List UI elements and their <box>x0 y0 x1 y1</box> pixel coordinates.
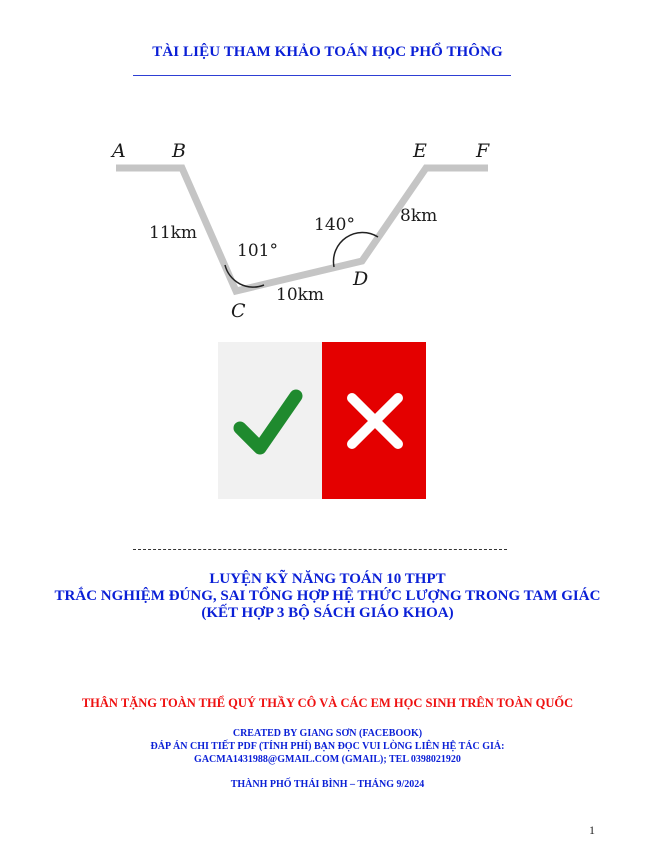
place-date: THÀNH PHỐ THÁI BÌNH – THÁNG 9/2024 <box>230 779 425 790</box>
header-rule <box>133 75 511 76</box>
segment-label-bc: 11km <box>149 223 198 243</box>
point-label-c: C <box>231 300 246 322</box>
dashed-divider <box>133 549 507 550</box>
point-label-b: B <box>172 140 186 162</box>
dedication-text: THÂN TẶNG TOÀN THỂ QUÝ THẦY CÔ VÀ CÁC EM HỌC SINH TRÊN TOÀN QUỐC <box>81 696 574 710</box>
cross-icon <box>322 342 426 499</box>
credit-contact: GACMA1431988@GMAIL.COM (GMAIL); TEL 0398021920 <box>194 754 461 765</box>
document-title <box>0 571 655 622</box>
point-label-f: F <box>476 140 490 162</box>
title-line-2: TRẮC NGHIỆM ĐÚNG, SAI TỔNG HỢP HỆ THỨC LƯỢNG TRONG TAM GIÁC <box>54 588 601 604</box>
check-icon <box>218 342 322 499</box>
segment-label-de: 8km <box>400 206 438 226</box>
true-panel <box>218 342 322 499</box>
false-panel <box>322 342 426 499</box>
angle-label-d: 140° <box>314 215 355 235</box>
true-false-graphic <box>218 342 426 499</box>
path-diagram <box>100 130 520 330</box>
segment-label-cd: 10km <box>276 285 325 305</box>
point-label-d: D <box>353 268 369 290</box>
credits-block <box>0 727 655 766</box>
header-title: TÀI LIỆU THAM KHẢO TOÁN HỌC PHỔ THÔNG <box>152 44 503 60</box>
point-label-a: A <box>112 140 126 162</box>
credit-answer-note: ĐÁP ÁN CHI TIẾT PDF (TÍNH PHÍ) BẠN ĐỌC VUI LÒNG LIÊN HỆ TÁC GIẢ: <box>150 741 505 752</box>
title-line-3: (KẾT HỢP 3 BỘ SÁCH GIÁO KHOA) <box>201 605 454 621</box>
page-number: 1 <box>589 823 595 837</box>
title-line-1: LUYỆN KỸ NĂNG TOÁN 10 THPT <box>209 571 446 587</box>
angle-label-c: 101° <box>237 241 278 261</box>
credit-author: CREATED BY GIANG SƠN (FACEBOOK) <box>232 728 423 739</box>
point-label-e: E <box>413 140 427 162</box>
